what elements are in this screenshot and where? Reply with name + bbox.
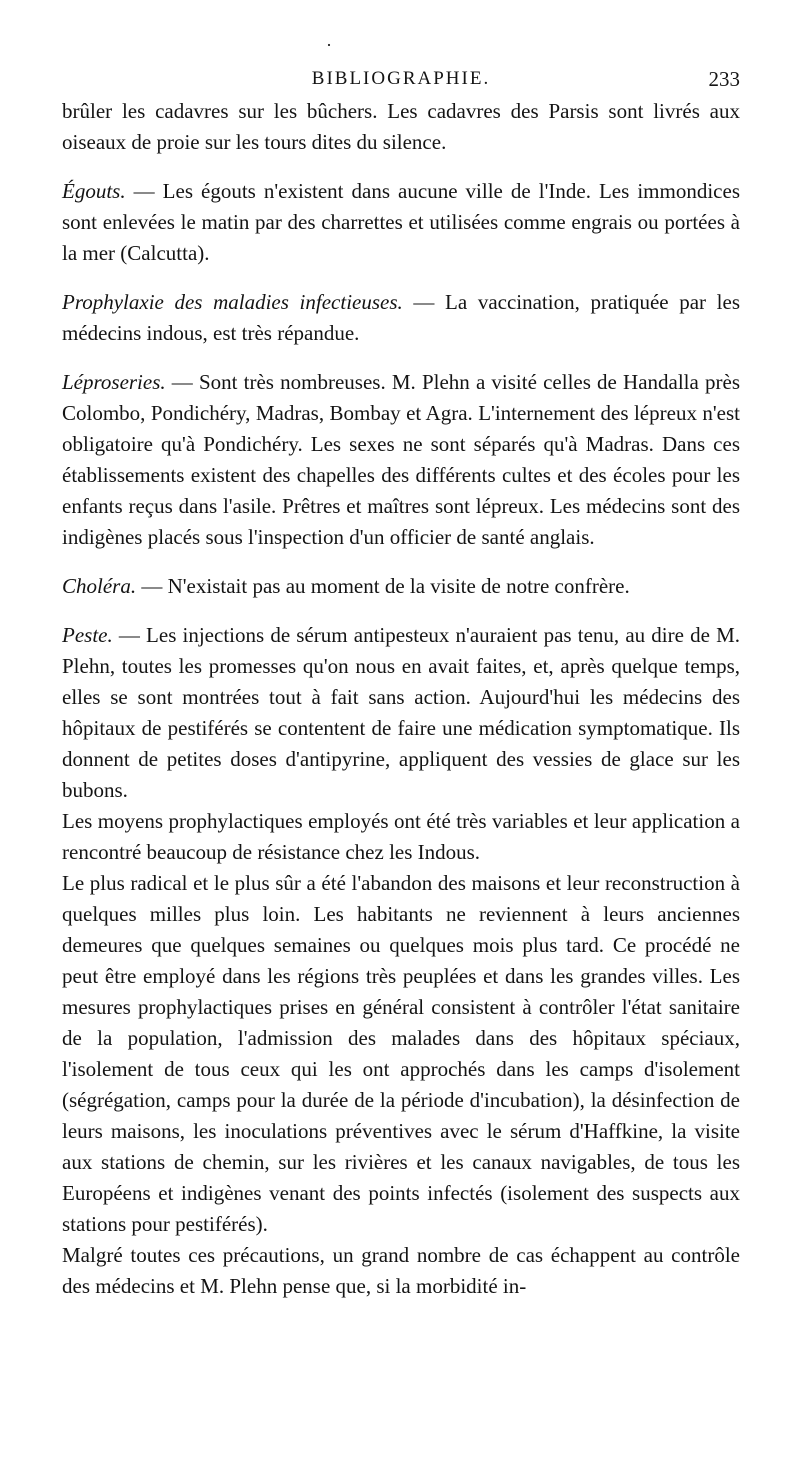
ink-dot: · (326, 35, 332, 55)
paragraph (62, 571, 740, 602)
paragraph (62, 176, 740, 269)
section-heading: Choléra. (62, 574, 137, 598)
paragraph-text: Malgré toutes ces précautions, un grand nombre de cas échappent au contrôle des médecins et M. Plehn pense que, si la morbidité in- (62, 1243, 740, 1298)
paragraph-text: Le plus radical et le plus sûr a été l'abandon des maisons et leur reconstruction à quelques milles plus loin. Les habitants ne reviennent à leurs anciennes demeures que quelques semaines ou quelques mois plus tard. Ce procédé ne peut être employé dans les régions très peuplées et dans les grandes villes. Les mesures prophylactiques prises en général consistent à contrôler l'état sanitaire de la population, l'admission des malades dans des hôpitaux spéciaux, l'isolement de tous ceux qui les ont approchés dans les camps d'isolement (ségrégation, camps pour la durée de la période d'incubation), la désinfection de leurs maisons, les inoculations préventives avec le sérum d'Haffkine, la visite aux stations de chemin, sur les rivières et les canaux navigables, de tous les Européens et indigènes venant des points infectés (isolement des suspects aux stations pour pestiférés). (62, 871, 740, 1236)
body-text (62, 96, 740, 1302)
paragraph (62, 868, 740, 1240)
section-heading: Léproseries. (62, 370, 166, 394)
paragraph (62, 96, 740, 158)
section-heading: Peste. (62, 623, 113, 647)
page-number: 233 (708, 67, 740, 91)
paragraph-text: — Les égouts n'existent dans aucune ville de l'Inde. Les immondices sont enlevées le matin par des charrettes et utilisées comme engrais ou portées à la mer (Calcutta). (62, 179, 740, 265)
section-heading: Prophylaxie des maladies infectieuses. (62, 290, 403, 314)
paragraph-text: — Sont très nombreuses. M. Plehn a visité celles de Handalla près Colombo, Pondichéry, Madras, Bombay et Agra. L'internement des lépreux n'est obligatoire qu'à Pondichéry. Les sexes ne sont séparés qu'à Madras. Dans ces établissements existent des chapelles des différents cultes et des écoles pour les enfants reçus dans l'asile. Prêtres et maîtres sont lépreux. Les médecins sont des indigènes placés sous l'inspection d'un officier de santé anglais. (62, 370, 740, 549)
page-header (62, 64, 740, 94)
paragraph-text: — Les injections de sérum antipesteux n'auraient pas tenu, au dire de M. Plehn, toutes les promesses qu'on nous en avait faites, et, après quelque temps, elles se sont montrées tout à fait sans action. Aujourd'hui les médecins des hôpitaux de pestiférés se contentent de faire une médication symptomatique. Ils donnent de petites doses d'antipyrine, appliquent des vessies de glace sur les bubons. (62, 623, 740, 802)
section-heading: Égouts. (62, 179, 126, 203)
paragraph-text: — N'existait pas au moment de la visite de notre confrère. (136, 574, 630, 598)
paragraph (62, 1240, 740, 1302)
paragraph (62, 367, 740, 553)
paragraph (62, 620, 740, 806)
paragraph-text: — La vaccination, pratiquée par les médecins indous, est très répandue. (62, 290, 741, 345)
paragraph (62, 806, 740, 868)
paragraph (62, 287, 740, 349)
paragraph-text: brûler les cadavres sur les bûchers. Les cadavres des Parsis sont livrés aux oiseaux de proie sur les tours dites du silence. (62, 99, 740, 154)
paragraph-text: Les moyens prophylactiques employés ont été très variables et leur application a rencontré beaucoup de résistance chez les Indous. (62, 809, 740, 864)
running-title: BIBLIOGRAPHIE. (311, 68, 491, 89)
